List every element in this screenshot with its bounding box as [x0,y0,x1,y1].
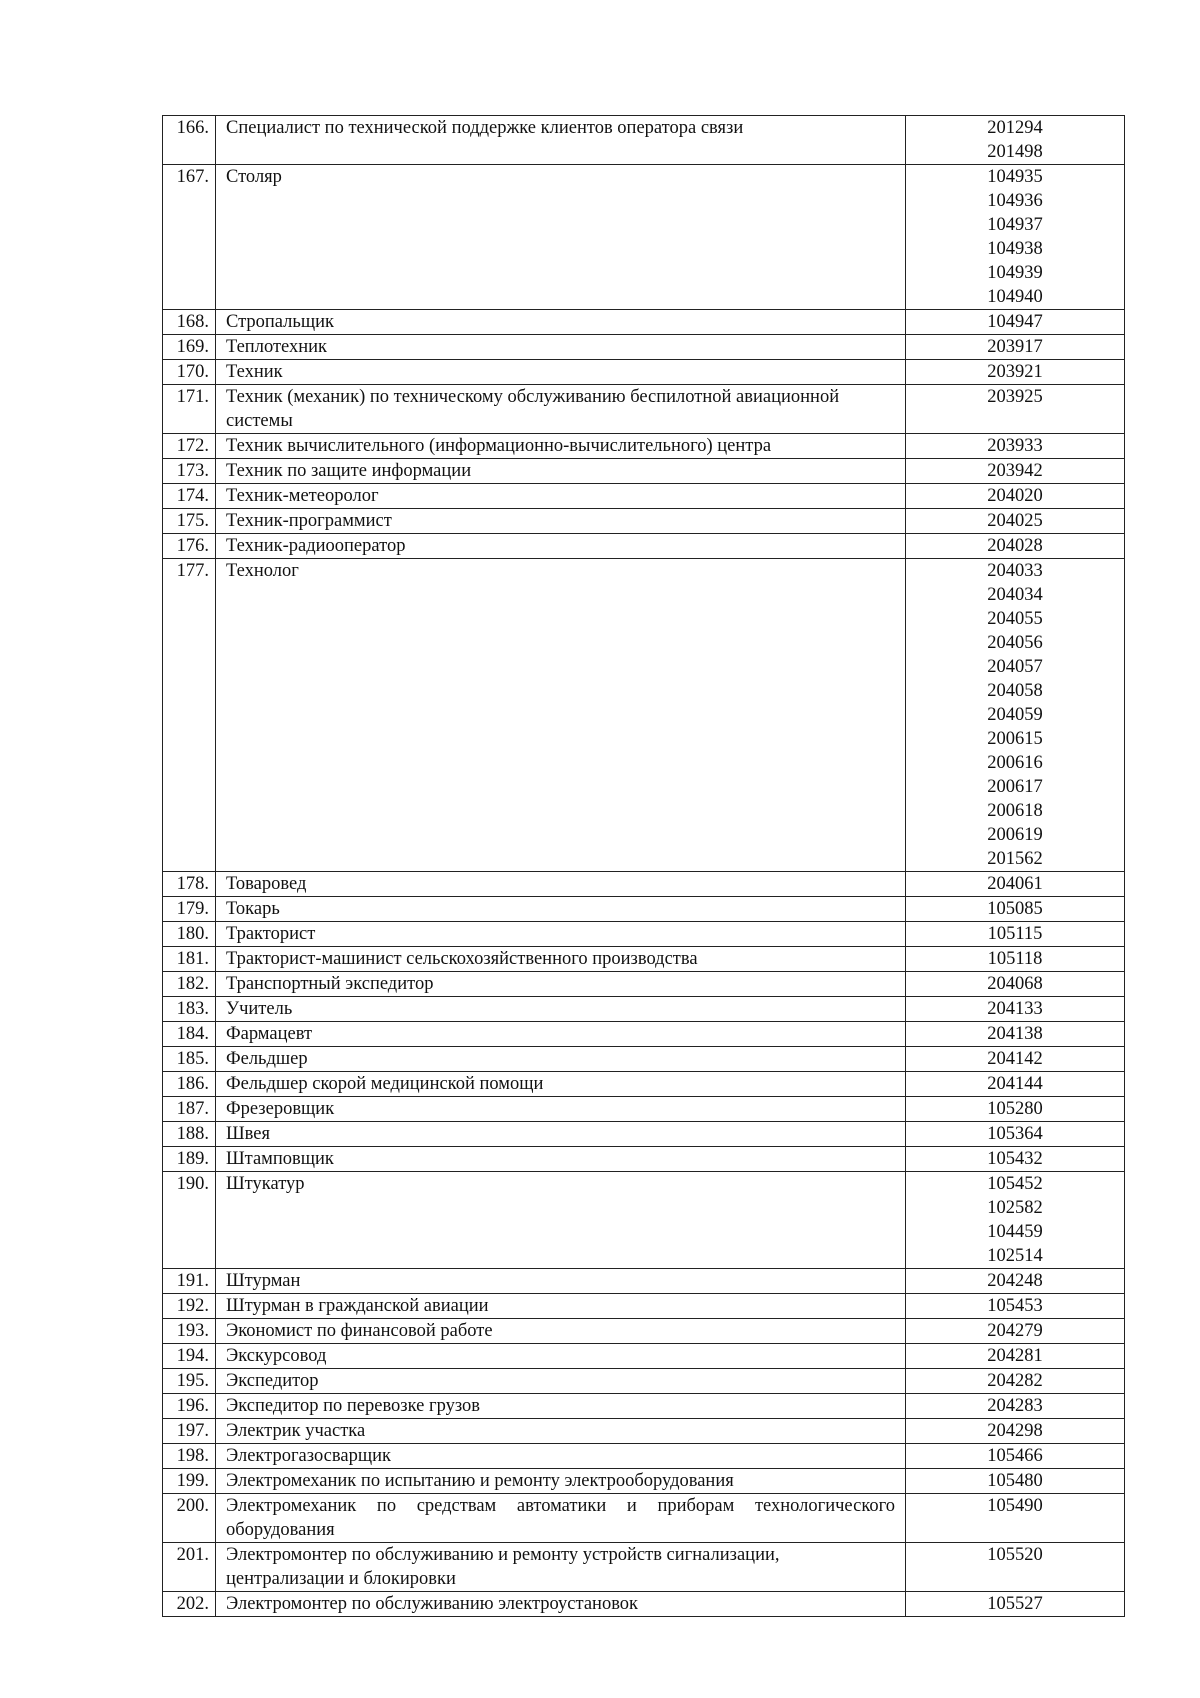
profession-code: 204138 [987,1024,1043,1044]
profession-code: 201562 [987,849,1043,869]
profession-code: 201294 [987,118,1043,138]
table-row [163,1269,1125,1294]
profession-code: 204279 [987,1321,1043,1341]
profession-name: Экскурсовод [216,1344,906,1369]
profession-code: 204057 [987,657,1043,677]
profession-name: Электрогазосварщик [216,1444,906,1469]
profession-codes [906,1319,1125,1344]
table-body [163,116,1125,1617]
profession-name: Фрезеровщик [216,1097,906,1122]
table-row [163,922,1125,947]
profession-codes [906,1269,1125,1294]
profession-name: Теплотехник [216,335,906,360]
profession-code: 105480 [987,1471,1043,1491]
profession-name: Учитель [216,997,906,1022]
table-row [163,1294,1125,1319]
table-row [163,1319,1125,1344]
row-number: 188. [163,1122,216,1147]
profession-code: 105115 [987,924,1043,944]
profession-name: Техник по защите информации [216,459,906,484]
profession-code: 203917 [987,337,1043,357]
profession-name: Штурман [216,1269,906,1294]
profession-codes [906,1469,1125,1494]
profession-name: Электромонтер по обслуживанию и ремонту устройств сигнализации, централизации и блокировки [216,1543,906,1592]
row-number: 185. [163,1047,216,1072]
profession-code: 204281 [987,1346,1043,1366]
table-row [163,1419,1125,1444]
row-number: 172. [163,434,216,459]
profession-code: 204033 [987,561,1043,581]
row-number: 200. [163,1494,216,1543]
profession-code: 204055 [987,609,1043,629]
profession-name: Стропальщик [216,310,906,335]
profession-codes [906,997,1125,1022]
profession-code: 104938 [987,239,1043,259]
row-number: 202. [163,1592,216,1617]
profession-code: 200618 [987,801,1043,821]
profession-codes [906,360,1125,385]
profession-code: 105466 [987,1446,1043,1466]
row-number: 176. [163,534,216,559]
profession-codes [906,534,1125,559]
profession-codes [906,1097,1125,1122]
profession-code: 104935 [987,167,1043,187]
profession-code: 200617 [987,777,1043,797]
table-row [163,459,1125,484]
profession-name: Техник (механик) по техническому обслуживанию беспилотной авиационной системы [216,385,906,434]
profession-code: 104939 [987,263,1043,283]
table-row [163,1369,1125,1394]
profession-code: 204142 [987,1049,1043,1069]
profession-code: 204058 [987,681,1043,701]
row-number: 175. [163,509,216,534]
profession-code: 105085 [987,899,1043,919]
profession-code: 105364 [987,1124,1043,1144]
profession-codes [906,897,1125,922]
profession-name: Штукатур [216,1172,906,1269]
table-row [163,997,1125,1022]
table-row [163,1543,1125,1592]
row-number: 199. [163,1469,216,1494]
row-number: 191. [163,1269,216,1294]
profession-name: Фельдшер [216,1047,906,1072]
profession-name: Электромеханик по испытанию и ремонту электрооборудования [216,1469,906,1494]
row-number: 187. [163,1097,216,1122]
profession-codes [906,484,1125,509]
profession-codes [906,434,1125,459]
row-number: 179. [163,897,216,922]
table-row [163,1072,1125,1097]
row-number: 167. [163,165,216,310]
profession-codes [906,1172,1125,1269]
profession-codes [906,1369,1125,1394]
profession-code: 204034 [987,585,1043,605]
profession-code: 105527 [987,1594,1043,1614]
profession-codes [906,1022,1125,1047]
profession-codes [906,116,1125,165]
table-row [163,1494,1125,1543]
profession-name: Специалист по технической поддержке клиентов оператора связи [216,116,906,165]
profession-name: Токарь [216,897,906,922]
profession-name: Фармацевт [216,1022,906,1047]
profession-name: Технолог [216,559,906,872]
profession-name: Фельдшер скорой медицинской помощи [216,1072,906,1097]
profession-codes [906,1494,1125,1543]
row-number: 178. [163,872,216,897]
profession-codes [906,1072,1125,1097]
profession-name: Электрик участка [216,1419,906,1444]
profession-name: Тракторист [216,922,906,947]
row-number: 182. [163,972,216,997]
table-row [163,165,1125,310]
row-number: 198. [163,1444,216,1469]
profession-code: 203921 [987,362,1043,382]
row-number: 194. [163,1344,216,1369]
profession-code: 200619 [987,825,1043,845]
table-row [163,1592,1125,1617]
profession-codes [906,972,1125,997]
row-number: 171. [163,385,216,434]
table-row [163,484,1125,509]
table-row [163,360,1125,385]
profession-name: Техник-радиооператор [216,534,906,559]
table-row [163,1344,1125,1369]
profession-codes [906,459,1125,484]
profession-codes [906,1294,1125,1319]
profession-code: 204061 [987,874,1043,894]
table-row [163,310,1125,335]
table-row [163,1469,1125,1494]
profession-code: 104459 [987,1222,1043,1242]
profession-name: Штамповщик [216,1147,906,1172]
profession-code: 204283 [987,1396,1043,1416]
profession-name: Электромеханик по средствам автоматики и приборам технологического оборудования [216,1494,906,1543]
profession-code: 203925 [987,387,1043,407]
row-number: 166. [163,116,216,165]
profession-code: 204298 [987,1421,1043,1441]
profession-codes [906,559,1125,872]
table-row [163,1172,1125,1269]
profession-codes [906,509,1125,534]
profession-codes [906,310,1125,335]
profession-code: 204282 [987,1371,1043,1391]
profession-name: Техник-программист [216,509,906,534]
profession-name: Экспедитор по перевозке грузов [216,1394,906,1419]
profession-code: 104937 [987,215,1043,235]
profession-code: 203933 [987,436,1043,456]
profession-name: Тракторист-машинист сельскохозяйственного производства [216,947,906,972]
profession-codes [906,335,1125,360]
table-row [163,335,1125,360]
profession-codes [906,947,1125,972]
profession-code: 203942 [987,461,1043,481]
profession-code: 104936 [987,191,1043,211]
table-row [163,872,1125,897]
profession-code: 204025 [987,511,1043,531]
profession-code: 104947 [987,312,1043,332]
profession-code: 104940 [987,287,1043,307]
profession-code: 204133 [987,999,1043,1019]
profession-name: Электромонтер по обслуживанию электроустановок [216,1592,906,1617]
table-row [163,897,1125,922]
row-number: 170. [163,360,216,385]
profession-code: 102582 [987,1198,1043,1218]
profession-name: Техник-метеоролог [216,484,906,509]
row-number: 190. [163,1172,216,1269]
row-number: 180. [163,922,216,947]
table-row [163,1047,1125,1072]
row-number: 168. [163,310,216,335]
profession-code: 204056 [987,633,1043,653]
profession-codes [906,1047,1125,1072]
profession-codes [906,385,1125,434]
row-number: 173. [163,459,216,484]
profession-code: 105280 [987,1099,1043,1119]
table-row [163,972,1125,997]
profession-code: 204248 [987,1271,1043,1291]
profession-code: 105452 [987,1174,1043,1194]
profession-codes [906,1122,1125,1147]
profession-code: 204068 [987,974,1043,994]
profession-name: Штурман в гражданской авиации [216,1294,906,1319]
profession-code: 204028 [987,536,1043,556]
profession-code: 105432 [987,1149,1043,1169]
table-row [163,534,1125,559]
row-number: 193. [163,1319,216,1344]
table-row [163,116,1125,165]
table-row [163,1022,1125,1047]
row-number: 196. [163,1394,216,1419]
profession-code: 200616 [987,753,1043,773]
profession-code: 204144 [987,1074,1043,1094]
row-number: 174. [163,484,216,509]
row-number: 186. [163,1072,216,1097]
profession-code: 105520 [987,1545,1043,1565]
row-number: 183. [163,997,216,1022]
profession-name: Техник вычислительного (информационно-вычислительного) центра [216,434,906,459]
table-row [163,385,1125,434]
profession-codes [906,1444,1125,1469]
profession-name: Экономист по финансовой работе [216,1319,906,1344]
table-row [163,509,1125,534]
row-number: 195. [163,1369,216,1394]
row-number: 184. [163,1022,216,1047]
profession-name: Транспортный экспедитор [216,972,906,997]
profession-code: 204059 [987,705,1043,725]
row-number: 201. [163,1543,216,1592]
profession-name: Столяр [216,165,906,310]
profession-codes [906,1394,1125,1419]
profession-codes [906,922,1125,947]
profession-code: 105490 [987,1496,1043,1516]
profession-code: 102514 [987,1246,1043,1266]
profession-code: 105453 [987,1296,1043,1316]
row-number: 197. [163,1419,216,1444]
table-row [163,559,1125,872]
profession-name: Экспедитор [216,1369,906,1394]
row-number: 192. [163,1294,216,1319]
row-number: 189. [163,1147,216,1172]
profession-code: 201498 [987,142,1043,162]
profession-codes [906,1344,1125,1369]
profession-code: 200615 [987,729,1043,749]
row-number: 169. [163,335,216,360]
profession-name: Швея [216,1122,906,1147]
profession-name: Техник [216,360,906,385]
profession-name: Товаровед [216,872,906,897]
table-row [163,1394,1125,1419]
profession-codes [906,1543,1125,1592]
profession-codes [906,872,1125,897]
table-row [163,434,1125,459]
table-row [163,1122,1125,1147]
table-row [163,1147,1125,1172]
row-number: 181. [163,947,216,972]
profession-codes [906,1592,1125,1617]
profession-codes [906,165,1125,310]
profession-codes [906,1147,1125,1172]
table-row [163,1444,1125,1469]
profession-code: 204020 [987,486,1043,506]
profession-codes [906,1419,1125,1444]
table-row [163,1097,1125,1122]
table-row [163,947,1125,972]
profession-code: 105118 [987,949,1043,969]
professions-table [162,115,1125,1617]
row-number: 177. [163,559,216,872]
